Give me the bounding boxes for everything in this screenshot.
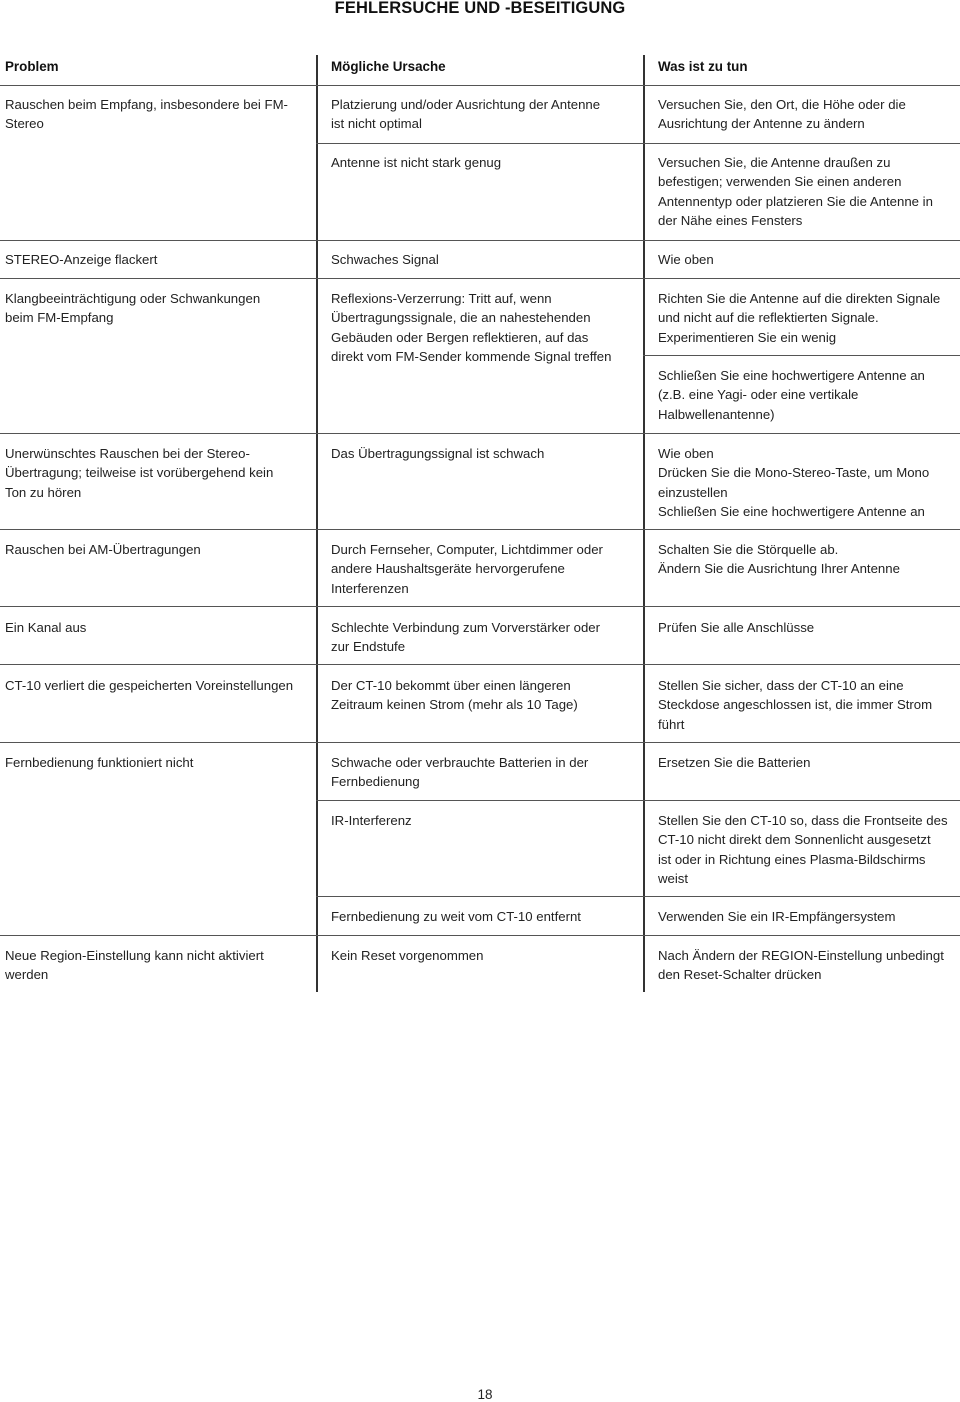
column-divider-1 [316,55,318,992]
row-7-problem: CT-10 verliert die gespeicherten Voreinstellungen [5,678,294,693]
row-5-rule [0,606,960,607]
row-4-rule [0,529,960,530]
row-7-cause: Der CT-10 bekommt über einen längeren Zeitraum keinen Strom (mehr als 10 Tage) [331,678,578,713]
page-number: 18 [477,1387,493,1402]
row-8-action-b: Stellen Sie den CT-10 so, dass die Frontseite des CT-10 nicht direkt dem Sonnenlicht ausgesetzt ist oder in Richtung eines Plasma-Bildschirms weist [658,813,948,887]
header-rule [0,85,960,86]
row-8-action-a: Ersetzen Sie die Batterien [658,755,811,770]
row-3-problem: Klangbeeinträchtigung oder Schwankungen beim FM-Empfang [5,291,261,326]
row-8-cause-a: Schwache oder verbrauchte Batterien in der Fernbedienung [331,755,589,790]
row-7-rule [0,742,960,743]
row-3-action-a: Richten Sie die Antenne auf die direkten Signale und nicht auf die reflektierten Signale. Experimentieren Sie ein wenig [658,291,941,345]
row-6-action: Prüfen Sie alle Anschlüsse [658,620,815,635]
row-5-problem: Rauschen bei AM-Übertragungen [5,542,201,557]
row-4-action: Wie oben Drücken Sie die Mono-Stereo-Taste, um Mono einzustellen Schließen Sie eine hochwertigere Antenne an [658,446,930,520]
row-1-cause-a: Platzierung und/oder Ausrichtung der Antenne ist nicht optimal [331,97,601,132]
row-4-problem: Unerwünschtes Rauschen bei der Stereo- Übertragung; teilweise ist vorübergehend kein Ton zu hören [5,446,274,500]
header-action: Was ist zu tun [658,59,748,74]
row-5-cause: Durch Fernseher, Computer, Lichtdimmer oder andere Haushaltsgeräte hervorgerufene Interferenzen [331,542,603,596]
row-4-cause: Das Übertragungssignal ist schwach [331,446,545,461]
row-9-action: Nach Ändern der REGION-Einstellung unbedingt den Reset-Schalter drücken [658,948,944,983]
row-8-cause-c: Fernbedienung zu weit vom CT-10 entfernt [331,909,581,924]
row-6-problem: Ein Kanal aus [5,620,87,635]
page-title: FEHLERSUCHE UND -BESEITIGUNG [334,0,626,17]
row-3-action-b: Schließen Sie eine hochwertigere Antenne an (z.B. eine Yagi- oder eine vertikale Halbwellenantenne) [658,368,925,422]
row-2-cause: Schwaches Signal [331,252,439,267]
row-9-problem: Neue Region-Einstellung kann nicht aktiviert werden [5,948,264,983]
row-2-action: Wie oben [658,252,714,267]
row-8-problem: Fernbedienung funktioniert nicht [5,755,194,770]
row-7-action: Stellen Sie sicher, dass der CT-10 an eine Steckdose angeschlossen ist, die immer Strom führt [658,678,933,732]
row-1-rule [0,240,960,241]
row-8-rule [0,935,960,936]
row-2-problem: STEREO-Anzeige flackert [5,252,158,267]
row-3-sub-rule [643,355,960,356]
row-3-rule [0,433,960,434]
row-9-cause: Kein Reset vorgenommen [331,948,484,963]
row-5-action: Schalten Sie die Störquelle ab. Ändern Sie die Ausrichtung Ihrer Antenne [658,542,900,577]
row-1-action-a: Versuchen Sie, den Ort, die Höhe oder die Ausrichtung der Antenne zu ändern [658,97,906,132]
row-8-sub-rule-1 [316,800,960,801]
header-cause: Mögliche Ursache [331,59,446,74]
row-8-sub-rule-2 [316,896,960,897]
row-2-rule [0,278,960,279]
column-divider-2 [643,55,645,992]
row-8-action-c: Verwenden Sie ein IR-Empfängersystem [658,909,896,924]
row-6-rule [0,664,960,665]
row-3-cause: Reflexions-Verzerrung: Tritt auf, wenn Übertragungssignale, die an nahestehenden Gebäuden oder Bergen reflektieren, auf das direkt vom FM-Sender kommende Signal treffen [331,291,612,365]
row-8-cause-b: IR-Interferenz [331,813,412,828]
row-1-action-b: Versuchen Sie, die Antenne draußen zu befestigen; verwenden Sie einen anderen Antennentyp oder platzieren Sie die Antenne in der Nähe eines Fensters [658,155,933,229]
row-1-cause-b: Antenne ist nicht stark genug [331,155,502,170]
header-problem: Problem [5,59,59,74]
row-1-problem: Rauschen beim Empfang, insbesondere bei FM- Stereo [5,97,288,132]
row-6-cause: Schlechte Verbindung zum Vorverstärker oder zur Endstufe [331,620,601,655]
row-1-sub-rule [316,143,960,144]
